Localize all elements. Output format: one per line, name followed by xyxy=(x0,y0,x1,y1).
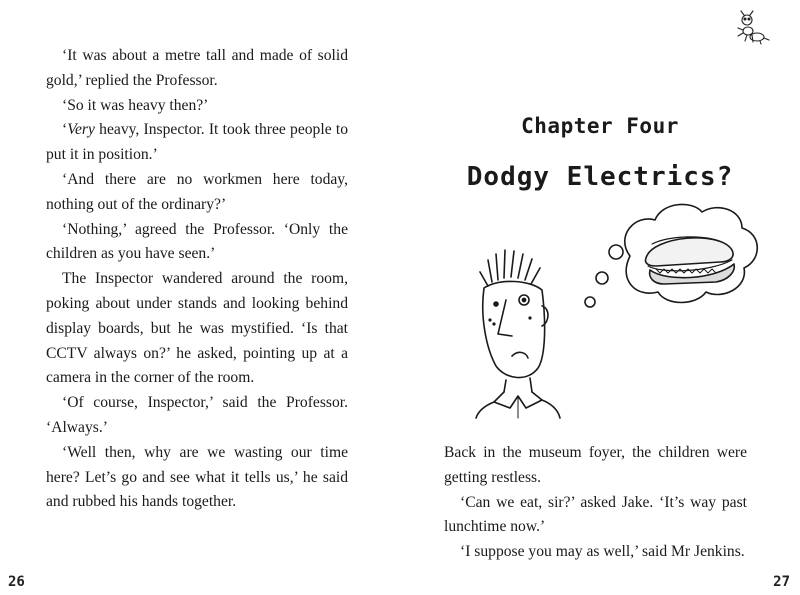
right-page xyxy=(400,0,800,595)
paragraph: The Inspector wandered around the room, poking about under stands and looking behind display boards, but he was mystified. ‘Is that CCTV always on?’ he asked, pointing up at a camera in the corner of the room. xyxy=(46,270,348,387)
left-page-text xyxy=(46,44,348,515)
right-page-text xyxy=(444,441,747,565)
chapter-label: Chapter Four xyxy=(521,114,679,138)
paragraph: ‘So it was heavy then?’ xyxy=(62,96,209,114)
open-quote: ‘ xyxy=(62,121,68,139)
page-number-right: 27 xyxy=(773,574,790,590)
paragraph: ‘And there are no workmen here today, nothing out of the ordinary?’ xyxy=(46,170,348,213)
chapter-title: Dodgy Electrics? xyxy=(466,162,734,192)
emphasis: Very xyxy=(67,121,95,139)
paragraph: ‘Can we eat, sir?’ asked Jake. ‘It’s way past lunchtime now.’ xyxy=(444,493,747,536)
paragraph xyxy=(46,118,348,168)
ant-doodle-icon xyxy=(733,10,773,46)
paragraph: ‘I suppose you may as well,’ said Mr Jenkins. xyxy=(460,543,745,561)
paragraph: ‘It was about a metre tall and made of solid gold,’ replied the Professor. xyxy=(46,47,348,89)
paragraph: ‘Of course, Inspector,’ said the Professor. ‘Always.’ xyxy=(46,394,348,436)
paragraph: Back in the museum foyer, the children were getting restless. xyxy=(444,444,747,486)
boy-dreaming-of-sandwich-illustration xyxy=(470,196,770,421)
page-number-left: 26 xyxy=(8,574,25,590)
paragraph: ‘Well then, why are we wasting our time here? Let’s go and see what it tells us,’ he said and rubbed his hands together. xyxy=(46,443,348,511)
paragraph: ‘Nothing,’ agreed the Professor. ‘Only the children as you have seen.’ xyxy=(46,220,348,263)
paragraph-rest: heavy, Inspector. It took three people to put it in position.’ xyxy=(46,121,348,164)
